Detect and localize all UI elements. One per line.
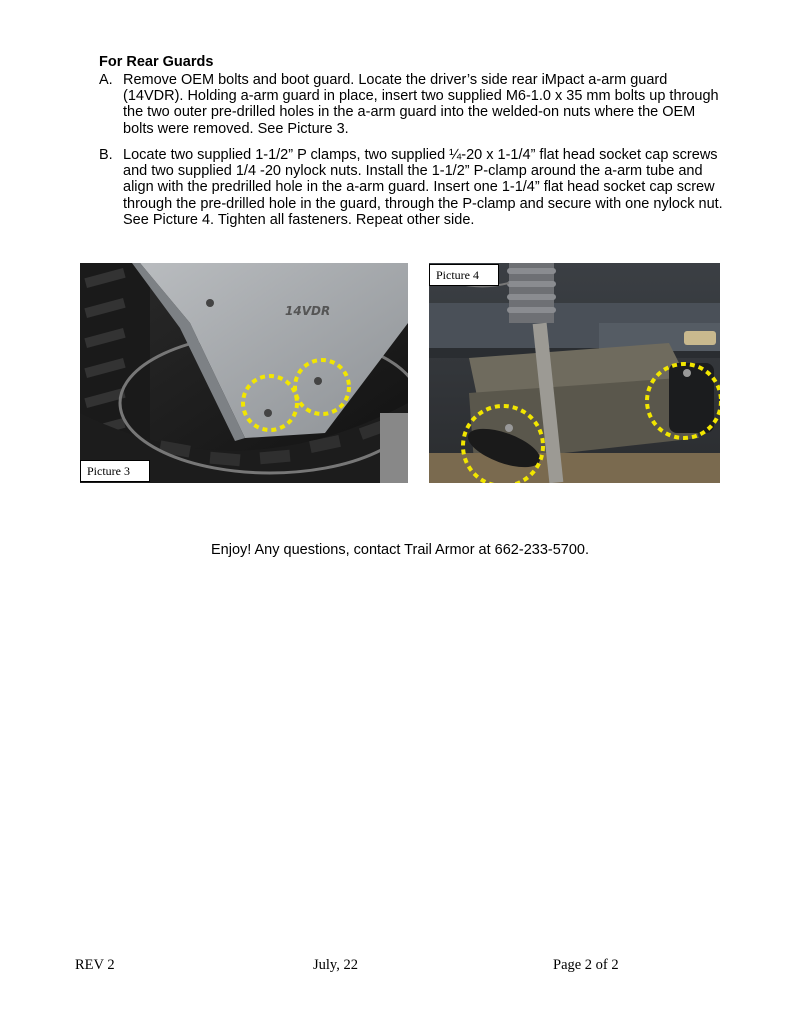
guard-label: 14VDR [285,304,331,318]
step-b-text: Locate two supplied 1-1/2” P clamps, two supplied ¼-20 x 1-1/4” flat head socket cap screws and two supplied 1/4 -20 nylock nuts. Install the 1-1/2” P-clamp around the a-arm tube and align with the predrilled hole in the a-arm guard. Insert one 1-1/4” flat head socket cap screw through the pre-drilled hole in the guard, through the P-clamp and secure with one nylock nut. See Picture 4. Tighten all fasteners. Repeat other side. [123,147,723,228]
picture-3-caption: Picture 3 [80,460,150,482]
picture-4-caption: Picture 4 [429,264,499,286]
footer-revision: REV 2 [75,957,115,973]
picture-4-photo [429,263,720,483]
picture-3-photo [80,263,408,483]
footer-date: July, 22 [313,957,358,973]
section-heading: For Rear Guards [99,54,214,70]
closing-note: Enjoy! Any questions, contact Trail Armor at 662-233-5700. [210,542,590,558]
step-a-text: Remove OEM bolts and boot guard. Locate the driver’s side rear iMpact a-arm guard (14VDR). Holding a-arm guard in place, insert two supplied M6-1.0 x 35 mm bolts up through the two outer pre-drilled holes in the a-arm guard into the welded-on nuts where the OEM bolts were removed. See Picture 3. [123,72,719,137]
step-b-letter: B. [99,147,113,163]
footer-page-number: Page 2 of 2 [553,957,619,973]
step-a-letter: A. [99,72,113,88]
